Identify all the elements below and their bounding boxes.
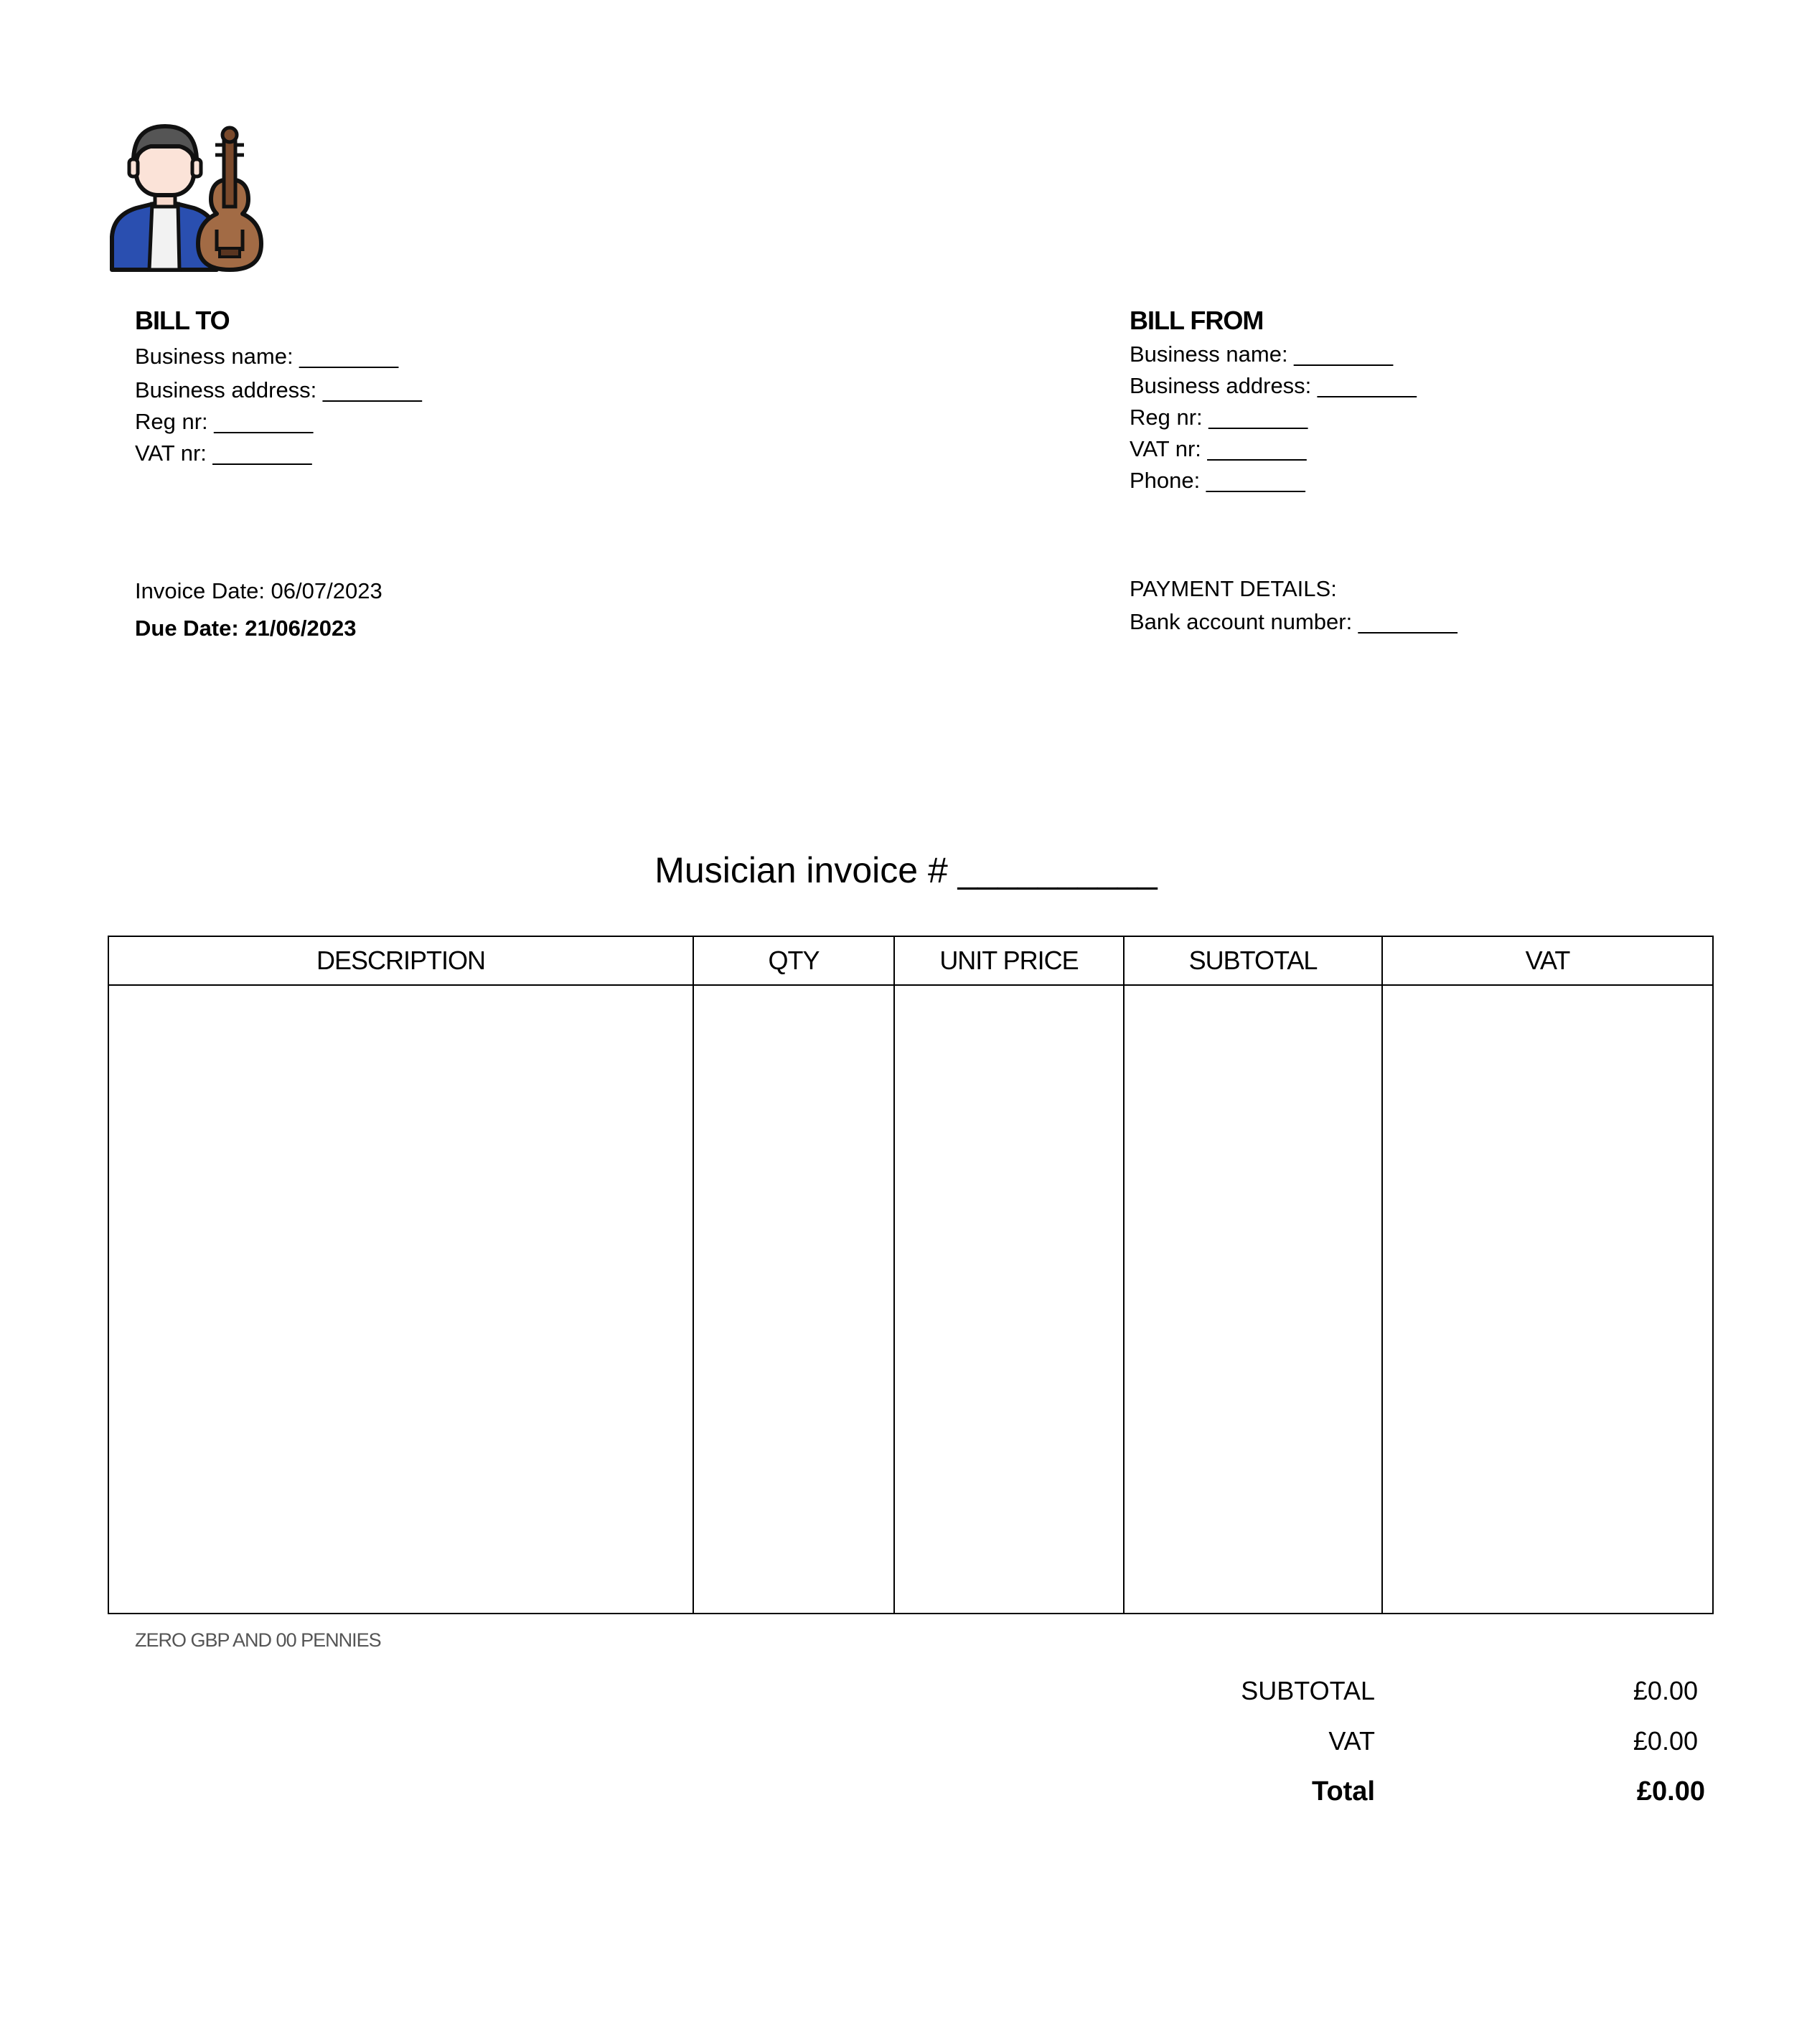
invoice-title: Musician invoice # __________: [654, 850, 1158, 890]
bill-from-business-name: Business name: ________: [1130, 342, 1394, 367]
bill-from-reg-nr: Reg nr: ________: [1130, 405, 1308, 430]
line-items-table: [108, 936, 1714, 1614]
bill-from-phone: Phone: ________: [1130, 468, 1305, 493]
payment-heading: PAYMENT DETAILS:: [1130, 576, 1337, 601]
vat-label: VAT: [1328, 1726, 1375, 1756]
bank-account-number: Bank account number: ________: [1130, 609, 1457, 634]
due-date: Due Date: 21/06/2023: [135, 616, 357, 641]
column-header-qty: QTY: [693, 936, 894, 985]
vat-row: [1076, 1726, 1712, 1776]
cell-description: [108, 985, 693, 1614]
total-label: Total: [1312, 1776, 1375, 1807]
invoice-date: Invoice Date: 06/07/2023: [135, 578, 382, 603]
invoice-dates: [135, 573, 382, 647]
column-header-unit-price: UNIT PRICE: [894, 936, 1124, 985]
bill-from-section: [1130, 303, 1417, 496]
cell-qty: [693, 985, 894, 1614]
totals-section: [1076, 1676, 1712, 1827]
bill-from-vat-nr: VAT nr: ________: [1130, 436, 1307, 461]
bill-to-business-name: Business name: ________: [135, 344, 399, 369]
cell-unit-price: [894, 985, 1124, 1614]
table-row: [108, 985, 1713, 1614]
subtotal-label: SUBTOTAL: [1241, 1676, 1375, 1705]
bill-to-reg-nr: Reg nr: ________: [135, 409, 314, 434]
total-row: [1076, 1776, 1712, 1827]
column-header-subtotal: SUBTOTAL: [1124, 936, 1382, 985]
subtotal-row: [1076, 1676, 1712, 1726]
musician-violin-icon: [108, 122, 269, 274]
bill-from-business-address: Business address: ________: [1130, 373, 1417, 398]
vat-value: £0.00: [1633, 1726, 1698, 1756]
cell-subtotal: [1124, 985, 1382, 1614]
cell-vat: [1382, 985, 1713, 1614]
payment-details: [1130, 573, 1457, 639]
subtotal-value: £0.00: [1633, 1676, 1698, 1705]
column-header-vat: VAT: [1382, 936, 1713, 985]
total-value: £0.00: [1636, 1776, 1705, 1807]
bill-to-section: [135, 303, 422, 469]
bill-to-vat-nr: VAT nr: ________: [135, 441, 312, 466]
bill-to-heading: BILL TO: [135, 306, 230, 335]
bill-to-business-address: Business address: ________: [135, 377, 422, 402]
table-header-row: [108, 936, 1713, 985]
amount-in-words: ZERO GBP AND 00 PENNIES: [135, 1629, 381, 1651]
column-header-description: DESCRIPTION: [108, 936, 693, 985]
bill-from-heading: BILL FROM: [1130, 306, 1264, 335]
